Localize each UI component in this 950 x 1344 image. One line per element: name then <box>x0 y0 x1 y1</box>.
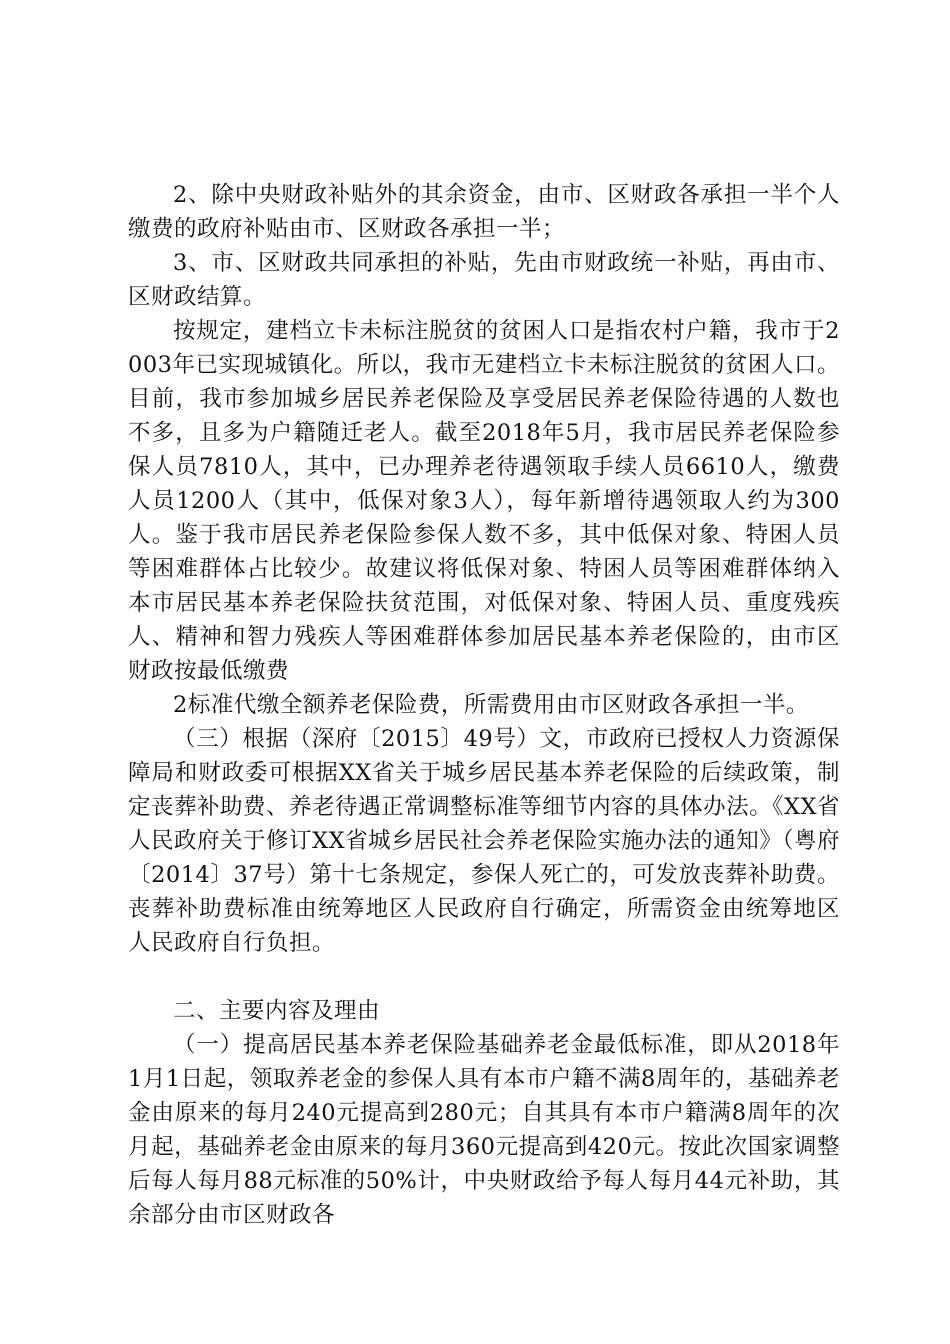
paragraph-item-3: 3、市、区财政共同承担的补贴，先由市财政统一补贴，再由市、区财政结算。 <box>128 250 840 310</box>
paragraph-section-three: （三）根据（深府〔2015〕49号）文，市政府已授权人力资源保障局和财政委可根据XX省关于城乡居民基本养老保险的后续政策，制定丧葬补助费、养老待遇正常调整标准等细节内容的具体办法。《XX省人民政府关于修订XX省城乡居民社会养老保险实施办法的通知》（粤府〔2014〕37号）第十七条规定，参保人死亡的，可发放丧葬补助费。丧葬补助费标准由统筹地区人民政府自行确定，所需资金由统筹地区人民政府自行负担。 <box>128 726 840 956</box>
paragraph-section-one: （一）提高居民基本养老保险基础养老金最低标准，即从2018年1月1日起，领取养老金的参保人具有本市户籍不满8周年的，基础养老金由原来的每月240元提高到280元；自其具有本市户籍满8周年的次月起，基础养老金由原来的每月360元提高到420元。按此次国家调整后每人每月88元标准的50%计，中央财政给予每人每月44元补助，其余部分由市区财政各 <box>128 1032 840 1228</box>
paragraph-spacer <box>128 960 840 994</box>
section-heading-main-content: 二、主要内容及理由 <box>173 998 381 1024</box>
paragraph-regulations: 按规定，建档立卡未标注脱贫的贫困人口是指农村户籍，我市于2003年已实现城镇化。所以，我市无建档立卡未标注脱贫的贫困人口。目前，我市参加城乡居民养老保险及享受居民养老保险待遇的人数也不多，且多为户籍随迁老人。截至2018年5月，我市居民养老保险参保人员7810人，其中，已办理养老待遇领取手续人员6610人，缴费人员1200人（其中，低保对象3人），每年新增待遇领取人约为300人。鉴于我市居民养老保险参保人数不多，其中低保对象、特困人员等困难群体占比较少。故建议将低保对象、特困人员等困难群体纳入本市居民基本养老保险扶贫范围，对低保对象、特困人员、重度残疾人、精神和智力残疾人等困难群体参加居民基本养老保险的，由市区财政按最低缴费 <box>128 318 840 684</box>
paragraph-standard-payment: 2标准代缴全额养老保险费，所需费用由市区财政各承担一半。 <box>173 692 809 718</box>
paragraph-item-2: 2、除中央财政补贴外的其余资金，由市、区财政各承担一半个人缴费的政府补贴由市、区财政各承担一半； <box>128 182 840 242</box>
document-body <box>128 178 840 1232</box>
